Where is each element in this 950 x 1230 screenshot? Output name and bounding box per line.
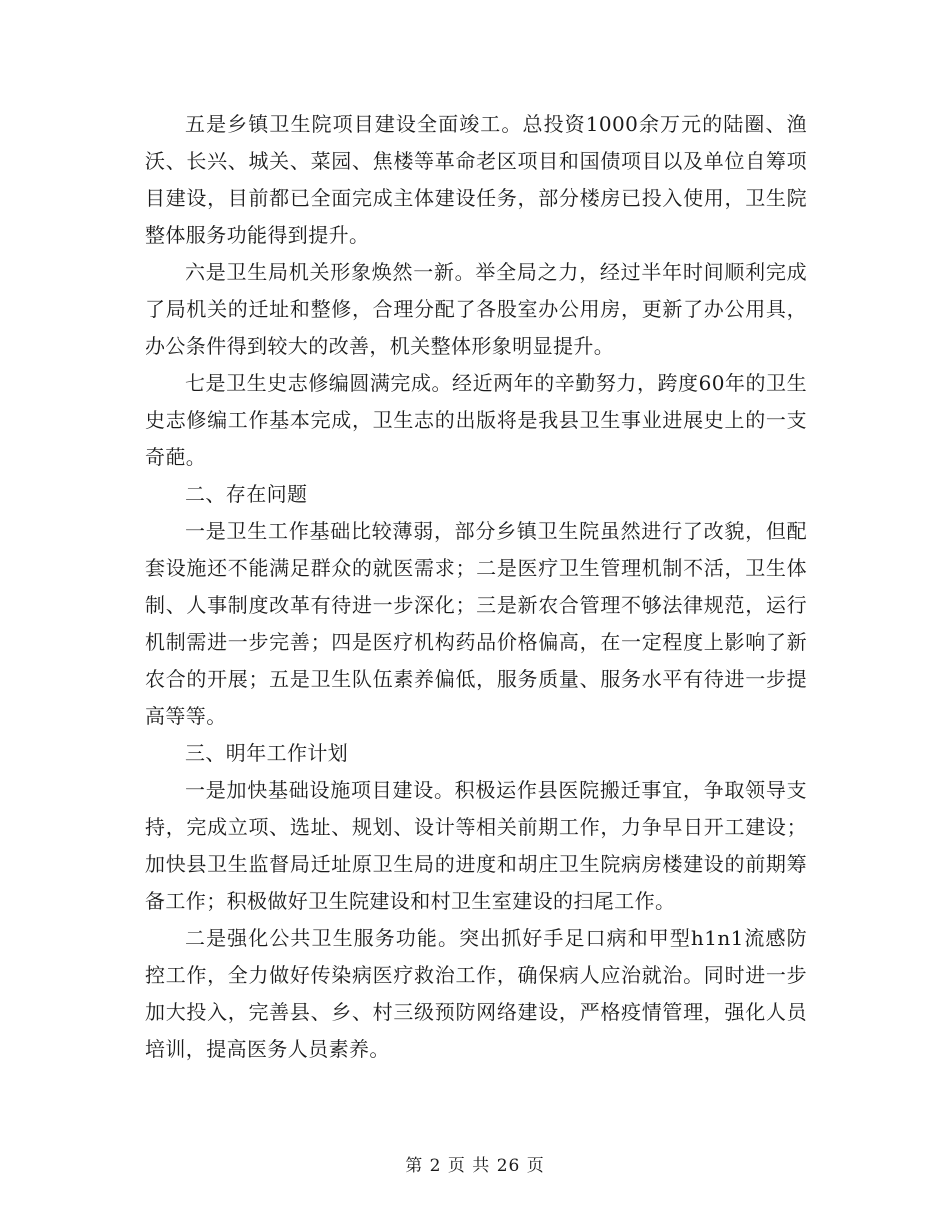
paragraph-township-hospitals: 五是乡镇卫生院项目建设全面竣工。总投资1000余万元的陆圈、渔沃、长兴、城关、菜园、焦楼等革命老区项目和国债项目以及单位自筹项目建设，目前都已全面完成主体建设任务，部分楼房已投入使用，卫生院整体服务功能得到提升。 (145, 112, 807, 247)
paragraph-infrastructure-plan: 一是加快基础设施项目建设。积极运作县医院搬迁事宜，争取领导支持，完成立项、选址、规划、设计等相关前期工作，力争早日开工建设；加快县卫生监督局迁址原卫生局的进度和胡庄卫生院病房楼建设的前期筹备工作；积极做好卫生院建设和村卫生室建设的扫尾工作。 (145, 778, 807, 913)
page-number-footer: 第 2 页 共 26 页 (405, 1156, 545, 1176)
paragraph-health-annals: 七是卫生史志修编圆满完成。经近两年的辛勤努力，跨度60年的卫生史志修编工作基本完成，卫生志的出版将是我县卫生事业进展史上的一支奇葩。 (145, 371, 807, 469)
document-body (145, 106, 807, 1068)
paragraph-public-health-plan: 二是强化公共卫生服务功能。突出抓好手足口病和甲型h1n1流感防控工作，全力做好传染病医疗救治工作，确保病人应治就治。同时进一步加大投入，完善县、乡、村三级预防网络建设，严格疫情管理，强化人员培训，提高医务人员素养。 (145, 926, 807, 1061)
paragraph-problems: 一是卫生工作基础比较薄弱，部分乡镇卫生院虽然进行了改貌，但配套设施还不能满足群众的就医需求；二是医疗卫生管理机制不活，卫生体制、人事制度改革有待进一步深化；三是新农合管理不够法律规范，运行机制需进一步完善；四是医疗机构药品价格偏高，在一定程度上影响了新农合的开展；五是卫生队伍素养偏低，服务质量、服务水平有待进一步提高等等。 (145, 519, 807, 728)
section-heading-problems: 二、存在问题 (185, 482, 308, 506)
paragraph-bureau-image: 六是卫生局机关形象焕然一新。举全局之力，经过半年时间顺利完成了局机关的迁址和整修，合理分配了各股室办公用房，更新了办公用具，办公条件得到较大的改善，机关整体形象明显提升。 (145, 260, 807, 358)
section-heading-next-year-plan: 三、明年工作计划 (185, 741, 349, 765)
